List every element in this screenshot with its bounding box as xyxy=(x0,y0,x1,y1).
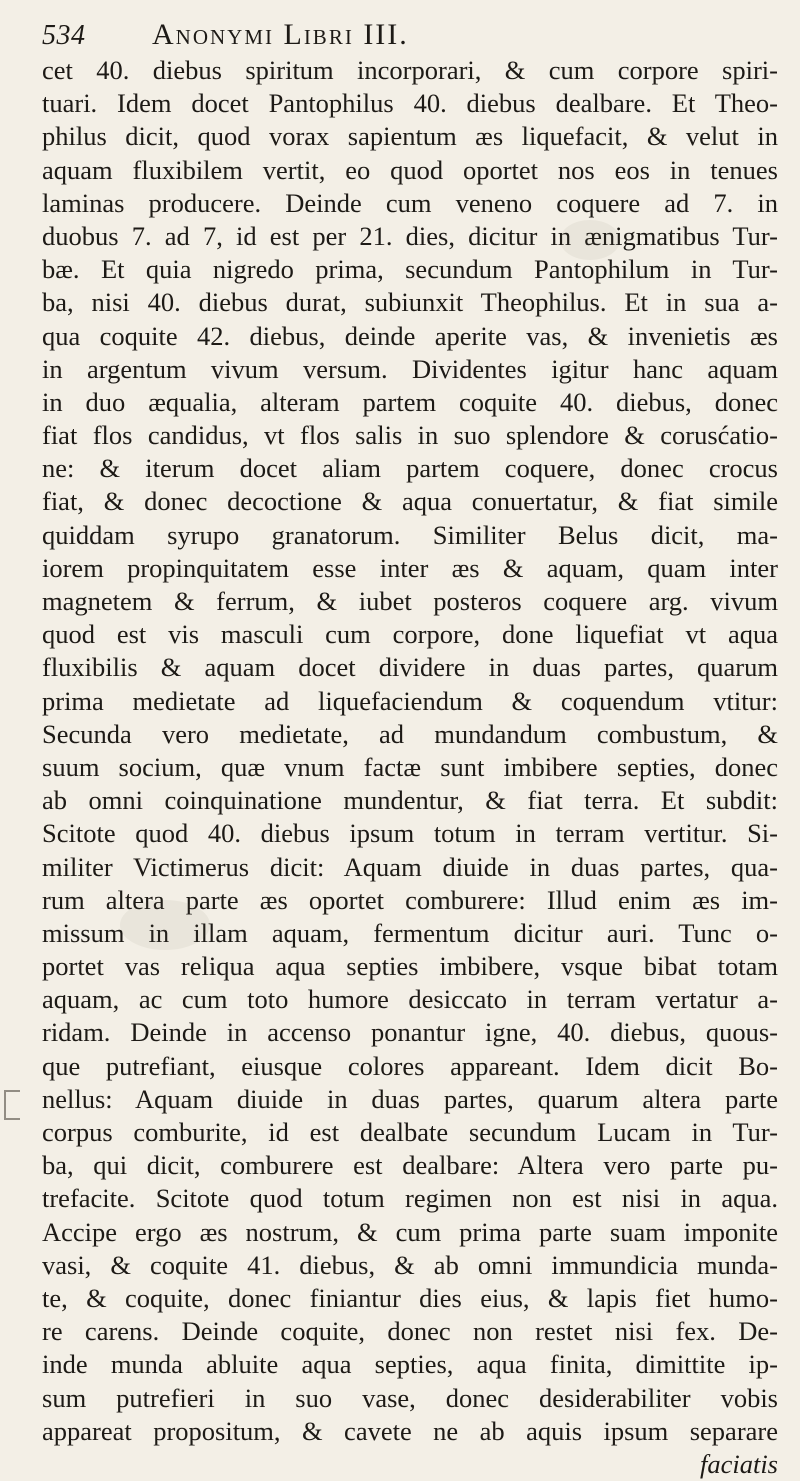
text-line: Accipe ergo æs nostrum, & cum prima parte suam imponite xyxy=(42,1216,778,1247)
text-line: fiat, & donec decoctione & aqua conuertatur, & fiat simile xyxy=(42,486,778,517)
text-line: cet 40. diebus spiritum incorporari, & cum corpore spiri- xyxy=(42,55,778,85)
text-line: inde munda abluite aqua septies, aqua finita, dimittite ip- xyxy=(42,1349,778,1380)
text-line: ba, nisi 40. diebus durat, subiunxit Theophilus. Et in sua a- xyxy=(42,287,778,318)
text-line: laminas producere. Deinde cum veneno coquere ad 7. in xyxy=(42,187,778,218)
text-line: fiat flos candidus, vt flos salis in suo splendore & corusćatio- xyxy=(42,420,778,451)
text-line: trefacite. Scitote quod totum regimen non est nisi in aqua. xyxy=(42,1183,778,1214)
text-line: appareat propositum, & cavete ne ab aquis ipsum separare xyxy=(42,1415,778,1446)
text-line: nellus: Aquam diuide in duas partes, quarum altera parte xyxy=(42,1083,778,1114)
text-line: fluxibilis & aquam docet dividere in duas partes, quarum xyxy=(42,652,778,683)
text-line: quod est vis masculi cum corpore, done liquefiat vt aqua xyxy=(42,619,778,650)
text-line: ba, qui dicit, comburere est dealbare: Altera vero parte pu- xyxy=(42,1150,778,1181)
text-line: re carens. Deinde coquite, donec non restet nisi fex. De- xyxy=(42,1316,778,1347)
page-header xyxy=(42,18,776,52)
margin-bracket-mark xyxy=(4,1090,20,1120)
text-line: Secunda vero medietate, ad mundandum combustum, & xyxy=(42,718,778,749)
text-line: tuari. Idem docet Pantophilus 40. diebus dealbare. Et Theo- xyxy=(42,88,778,119)
catchword: faciatis xyxy=(699,1448,778,1479)
page-number: 534 xyxy=(42,20,86,51)
text-line: in duo æqualia, alteram partem coquite 40. diebus, donec xyxy=(42,386,778,417)
text-line: militer Victimerus dicit: Aquam diuide in duas partes, qua- xyxy=(42,851,778,882)
text-line: quiddam syrupo granatorum. Similiter Belus dicit, ma- xyxy=(42,519,778,550)
text-line: aquam fluxibilem vertit, eo quod oportet nos eos in tenues xyxy=(42,154,778,185)
paper-stain xyxy=(120,900,210,950)
text-line: que putrefiant, eiusque colores appareant. Idem dicit Bo- xyxy=(42,1050,778,1081)
text-line: philus dicit, quod vorax sapientum æs liquefacit, & velut in xyxy=(42,121,778,152)
text-line: missum in illam aquam, fermentum dicitur auri. Tunc o- xyxy=(42,917,778,948)
text-line: duobus 7. ad 7, id est per 21. dies, dicitur in ænigmatibus Tur- xyxy=(42,220,778,251)
text-line: ridam. Deinde in accenso ponantur igne, 40. diebus, quous- xyxy=(42,1017,778,1048)
running-head: Anonymi Libri III. xyxy=(152,18,409,51)
text-line: corpus comburite, id est dealbate secundum Lucam in Tur- xyxy=(42,1117,778,1147)
text-line: iorem propinquitatem esse inter æs & aquam, quam inter xyxy=(42,552,778,583)
text-line: ne: & iterum docet aliam partem coquere, donec crocus xyxy=(42,453,778,484)
text-line: rum altera parte æs oportet comburere: Illud enim æs im- xyxy=(42,884,778,915)
text-line: sum putrefieri in suo vase, donec desiderabiliter vobis xyxy=(42,1382,778,1413)
text-line: magnetem & ferrum, & iubet posteros coquere arg. vivum xyxy=(42,586,778,616)
text-line: vasi, & coquite 41. diebus, & ab omni immundicia munda- xyxy=(42,1249,778,1280)
text-line: te, & coquite, donec finiantur dies eius, & lapis fiet humo- xyxy=(42,1282,778,1313)
body-text xyxy=(42,54,776,1448)
text-line: bæ. Et quia nigredo prima, secundum Pantophilum in Tur- xyxy=(42,254,778,285)
paper-stain xyxy=(560,220,620,260)
text-line: prima medietate ad liquefaciendum & coquendum vtitur: xyxy=(42,685,778,716)
text-line: qua coquite 42. diebus, deinde aperite vas, & invenietis æs xyxy=(42,320,778,351)
text-line: portet vas reliqua aqua septies imbibere, vsque bibat totam xyxy=(42,951,778,982)
text-line: aquam, ac cum toto humore desiccato in terram vertatur a- xyxy=(42,984,778,1015)
text-line: in argentum vivum versum. Dividentes igitur hanc aquam xyxy=(42,353,778,384)
text-line: ab omni coinquinatione mundentur, & fiat terra. Et subdit: xyxy=(42,785,778,816)
text-line: suum socium, quæ vnum factæ sunt imbibere septies, donec xyxy=(42,751,778,782)
text-line: Scitote quod 40. diebus ipsum totum in terram vertitur. Si- xyxy=(42,818,778,849)
